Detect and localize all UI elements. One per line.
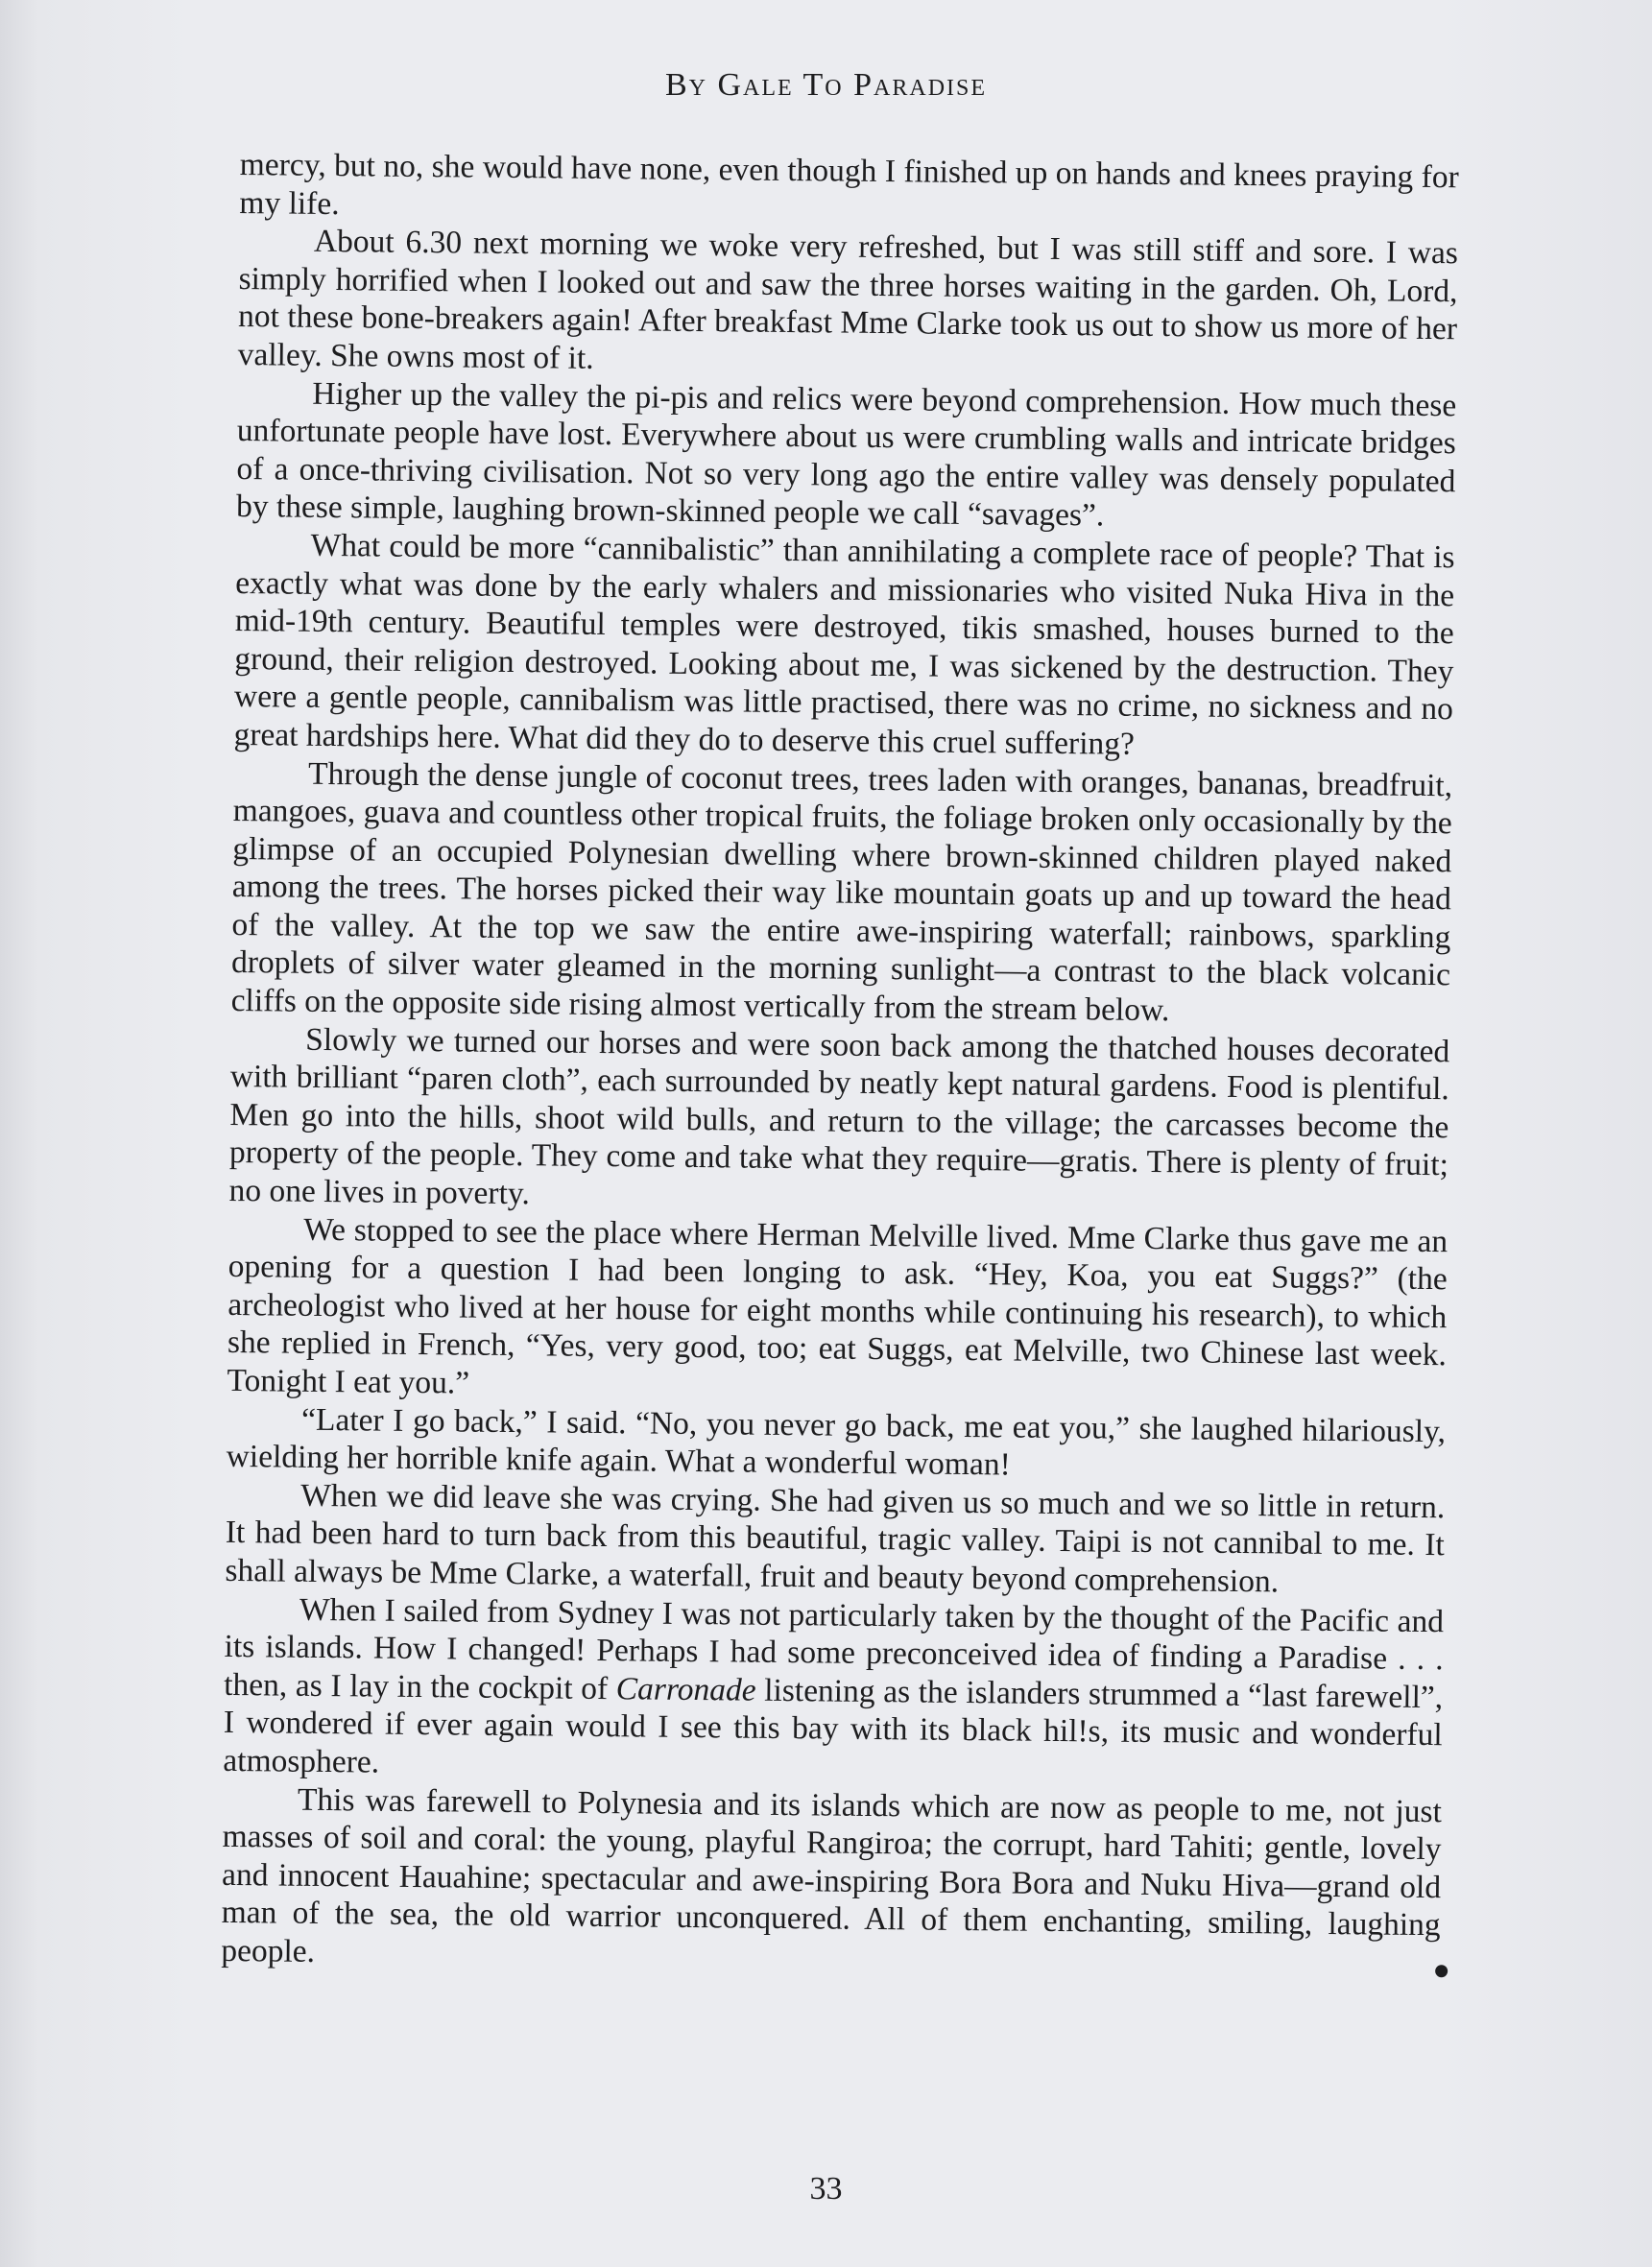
paragraph-text: This was farewell to Polynesia and its islands which are now as people to me, not just masses of soil and coral: the young, playful Rangiroa; the corrupt, hard Tahiti; gentle, lovely and innocent Hauahine; spectacular and awe-inspiring Bora Bora and Nuku Hiva—grand old man of the sea, the old warrior unconquered. All of them enchanting, smiling, laughing people. <box>221 1781 1443 1969</box>
paragraph: We stopped to see the place where Herman Melville lived. Mme Clarke thus gave me an opening for a question I had been longing to ask. “Hey, Koa, you eat Suggs?” (the archeologist who lived at her house for eight months while continuing his research), to which she replied in French, “Yes, very good, too; eat Suggs, eat Melville, two Chinese last week. Tonight I eat you.” <box>227 1211 1448 1401</box>
page-number: 33 <box>809 2171 843 2207</box>
paragraph: Higher up the valley the pi-pis and relics were beyond comprehension. How much these unfortunate people have lost. Everywhere about us were crumbling walls and intricate bridges of a once-thriving civilisation. Not so very long ago the entire valley was densely populated by these simple, laughing brown-skinned people we call “savages”. <box>235 375 1457 534</box>
body-text <box>221 146 1459 1983</box>
paragraph-text: When I sailed from Sydney I was not particularly taken by the thought of the Pacific and its islands. How I changed! Perhaps I had some preconceived idea of finding a Paradise . . . then, as I lay in the cockpit of <box>224 1591 1445 1706</box>
paragraph: “Later I go back,” I said. “No, you never go back, me eat you,” she laughed hilariously, wielding her horrible knife again. What a wonderful woman! <box>226 1401 1447 1483</box>
final-paragraph <box>221 1779 1442 1982</box>
paragraph: About 6.30 next morning we woke very refreshed, but I was still stiff and sore. I was simply horrified when I looked out and saw the three horses waiting in the garden. Oh, Lord, not these bone-breakers again! After breakfast Mme Clarke took us out to show us more of her valley. She owns most of it. <box>237 223 1459 376</box>
paragraph: What could be more “cannibalistic” than annihilating a complete race of people? That is exactly what was done by the early whalers and missionaries who visited Nuka Hiva in the mid-19th century. Beautiful temples were destroyed, tikis smashed, houses burned to the ground, their religion destroyed. Looking about me, I was sickened by the destruction. They were a gentle people, cannibalism was little practised, there was no crime, no sickness and no great hardships here. What did they do to deserve this cruel suffering? <box>233 527 1455 762</box>
paragraph-sydney <box>223 1589 1444 1792</box>
paragraph-text: listening as the islanders strummed a “last farewell”, I wondered if ever again would I see this bay with its black hil!s, its music and wonderful atmosphere. <box>223 1672 1444 1780</box>
boat-name: Carronade <box>615 1670 756 1708</box>
paragraph: Through the dense jungle of coconut trees, trees laden with oranges, bananas, breadfruit, mangoes, guava and countless other tropical fruits, the foliage broken only occasionally by the glimpse of an occupied Polynesian dwelling where brown-skinned children played naked among the trees. The horses picked their way like mountain goats up and up toward the head of the valley. At the top we saw the entire awe-inspiring waterfall; rainbows, sparkling droplets of silver water gleamed in the morning sunlight—a contrast to the black volcanic cliffs on the opposite side rising almost vertically from the stream below. <box>230 755 1453 1029</box>
paragraph: Slowly we turned our horses and were soon back among the thatched houses decorated with brilliant “paren cloth”, each surrounded by neatly kept natural gardens. Food is plentiful. Men go into the hills, shoot wild bulls, and return to the village; the carcasses become the property of the people. They come and take what they require—gratis. There is plenty of fruit; no one lives in poverty. <box>228 1021 1450 1212</box>
end-of-chapter-bullet <box>1435 1965 1448 1977</box>
paragraph: mercy, but no, she would have none, even though I finished up on hands and knees praying for my life. <box>239 146 1459 222</box>
paragraph: When we did leave she was crying. She had given us so much and we so little in return. It had been hard to turn back from this beautiful, tragic valley. Taipi is not cannibal to me. It shall always be Mme Clarke, a waterfall, fruit and beauty beyond comprehension. <box>225 1477 1446 1600</box>
running-header: By Gale To Paradise <box>664 67 988 103</box>
